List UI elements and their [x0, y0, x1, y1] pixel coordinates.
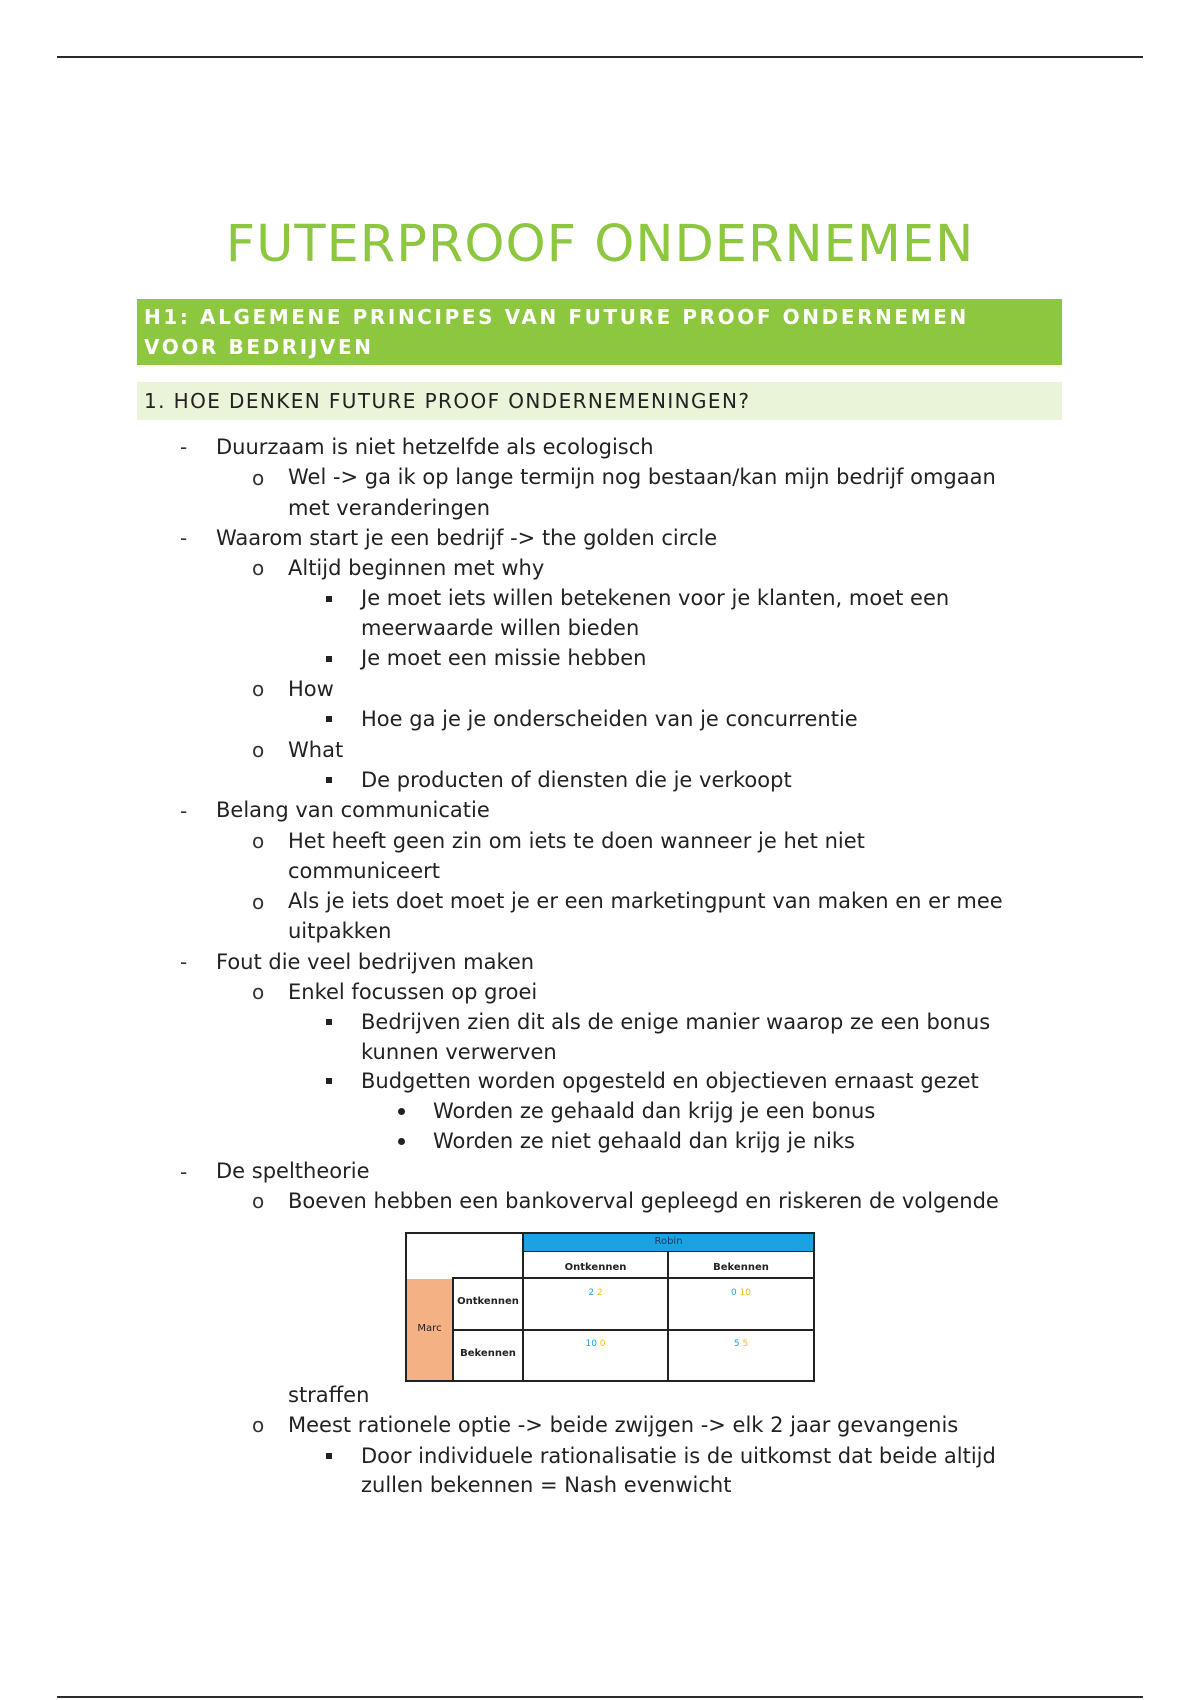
payoff-robin: 0	[599, 1339, 606, 1349]
list-item-continuation: zullen bekennen = Nash evenwicht	[361, 1473, 732, 1497]
square-bullet	[326, 596, 332, 602]
heading-2-text: 1. HOE DENKEN FUTURE PROOF ONDERNEMENINGEN?	[144, 389, 751, 413]
row-player-label: Marc	[417, 1323, 442, 1334]
payoff-cell	[669, 1288, 813, 1298]
list-item-continuation: met veranderingen	[288, 496, 491, 520]
column-header: Bekennen	[713, 1262, 769, 1273]
document-title: FUTERPROOF ONDERNEMEN	[225, 215, 975, 274]
list-item-continuation: meerwaarde willen bieden	[361, 616, 640, 640]
payoff-cell	[524, 1339, 667, 1349]
payoff-marc: 5	[733, 1339, 740, 1349]
heading-1-bar	[137, 299, 1062, 365]
list-item: Duurzaam is niet hetzelfde als ecologisch	[216, 435, 654, 459]
list-item: Als je iets doet moet je er een marketingpunt van maken en er mee	[288, 889, 1003, 913]
circle-bullet: o	[252, 980, 265, 1004]
circle-bullet: o	[252, 738, 265, 762]
grid-line	[522, 1251, 813, 1252]
list-item: Je moet iets willen betekenen voor je klanten, moet een	[361, 586, 950, 610]
square-bullet	[326, 1453, 332, 1459]
grid-line	[452, 1277, 813, 1279]
list-item: Meest rationele optie -> beide zwijgen -> elk 2 jaar gevangenis	[288, 1413, 959, 1437]
list-item: Enkel focussen op groei	[288, 980, 538, 1004]
list-item: Je moet een missie hebben	[361, 646, 647, 670]
circle-bullet: o	[252, 1189, 265, 1213]
list-item: Boeven hebben een bankoverval gepleegd en riskeren de volgende	[288, 1189, 999, 1213]
list-item: De producten of diensten die je verkoopt	[361, 768, 792, 792]
list-item: What	[288, 738, 344, 762]
list-item-continuation: uitpakken	[288, 919, 392, 943]
list-item: Bedrijven zien dit als de enige manier waarop ze een bonus	[361, 1010, 991, 1034]
dash-bullet: -	[180, 799, 188, 823]
list-item: De speltheorie	[216, 1159, 370, 1183]
payoff-marc: 0	[730, 1288, 737, 1298]
payoff-robin: 2	[596, 1288, 603, 1298]
circle-bullet: o	[252, 829, 265, 853]
list-item: Door individuele rationalisatie is de uitkomst dat beide altijd	[361, 1444, 996, 1468]
payoff-marc: 2	[588, 1288, 595, 1298]
square-bullet	[326, 716, 332, 722]
column-header: Ontkennen	[564, 1262, 627, 1273]
list-item-continuation: kunnen verwerven	[361, 1040, 557, 1064]
list-item: Belang van communicatie	[216, 798, 490, 822]
payoff-marc: 10	[585, 1339, 597, 1349]
circle-bullet: o	[252, 677, 265, 701]
list-item: How	[288, 677, 334, 701]
payoff-robin: 5	[742, 1339, 749, 1349]
dash-bullet: -	[180, 526, 188, 550]
list-item-continuation: straffen	[288, 1383, 370, 1407]
list-item: Worden ze niet gehaald dan krijg je niks	[433, 1129, 855, 1153]
circle-bullet: o	[252, 1413, 265, 1437]
list-item: Waarom start je een bedrijf -> the golden circle	[216, 526, 718, 550]
payoff-robin: 10	[739, 1288, 752, 1298]
payoff-cell	[524, 1288, 667, 1298]
square-bullet	[326, 777, 332, 783]
row-header: Ontkennen	[457, 1296, 519, 1307]
payoff-cell	[669, 1339, 813, 1349]
list-item-continuation: communiceert	[288, 859, 441, 883]
list-item: Hoe ga je je onderscheiden van je concurrentie	[361, 707, 858, 731]
dash-bullet: -	[180, 435, 188, 459]
list-item: Worden ze gehaald dan krijg je een bonus	[433, 1099, 876, 1123]
grid-line	[452, 1329, 813, 1331]
heading-1-line-1: H1: ALGEMENE PRINCIPES VAN FUTURE PROOF ONDERNEMEN	[144, 305, 969, 329]
circle-bullet: o	[252, 556, 265, 580]
dash-bullet: -	[180, 950, 188, 974]
list-item: Het heeft geen zin om iets te doen wanneer je het niet	[288, 829, 865, 853]
bottom-rule	[57, 1696, 1143, 1698]
list-item: Budgetten worden opgesteld en objectieven ernaast gezet	[361, 1069, 979, 1093]
payoff-matrix	[405, 1232, 815, 1382]
circle-bullet: o	[252, 890, 265, 914]
list-item: Altijd beginnen met why	[288, 556, 545, 580]
square-bullet	[326, 656, 332, 662]
list-item: Fout die veel bedrijven maken	[216, 950, 535, 974]
top-rule	[57, 56, 1143, 58]
grid-line	[522, 1234, 524, 1380]
heading-1-line-2: VOOR BEDRIJVEN	[144, 335, 374, 359]
square-bullet	[326, 1019, 332, 1025]
round-bullet	[398, 1108, 405, 1115]
dash-bullet: -	[180, 1160, 188, 1184]
heading-2-bar	[137, 382, 1062, 420]
row-header: Bekennen	[460, 1348, 516, 1359]
column-player-label: Robin	[654, 1236, 683, 1247]
list-item: Wel -> ga ik op lange termijn nog bestaan/kan mijn bedrijf omgaan	[288, 465, 996, 489]
circle-bullet: o	[252, 466, 265, 490]
square-bullet	[326, 1078, 332, 1084]
round-bullet	[398, 1138, 405, 1145]
